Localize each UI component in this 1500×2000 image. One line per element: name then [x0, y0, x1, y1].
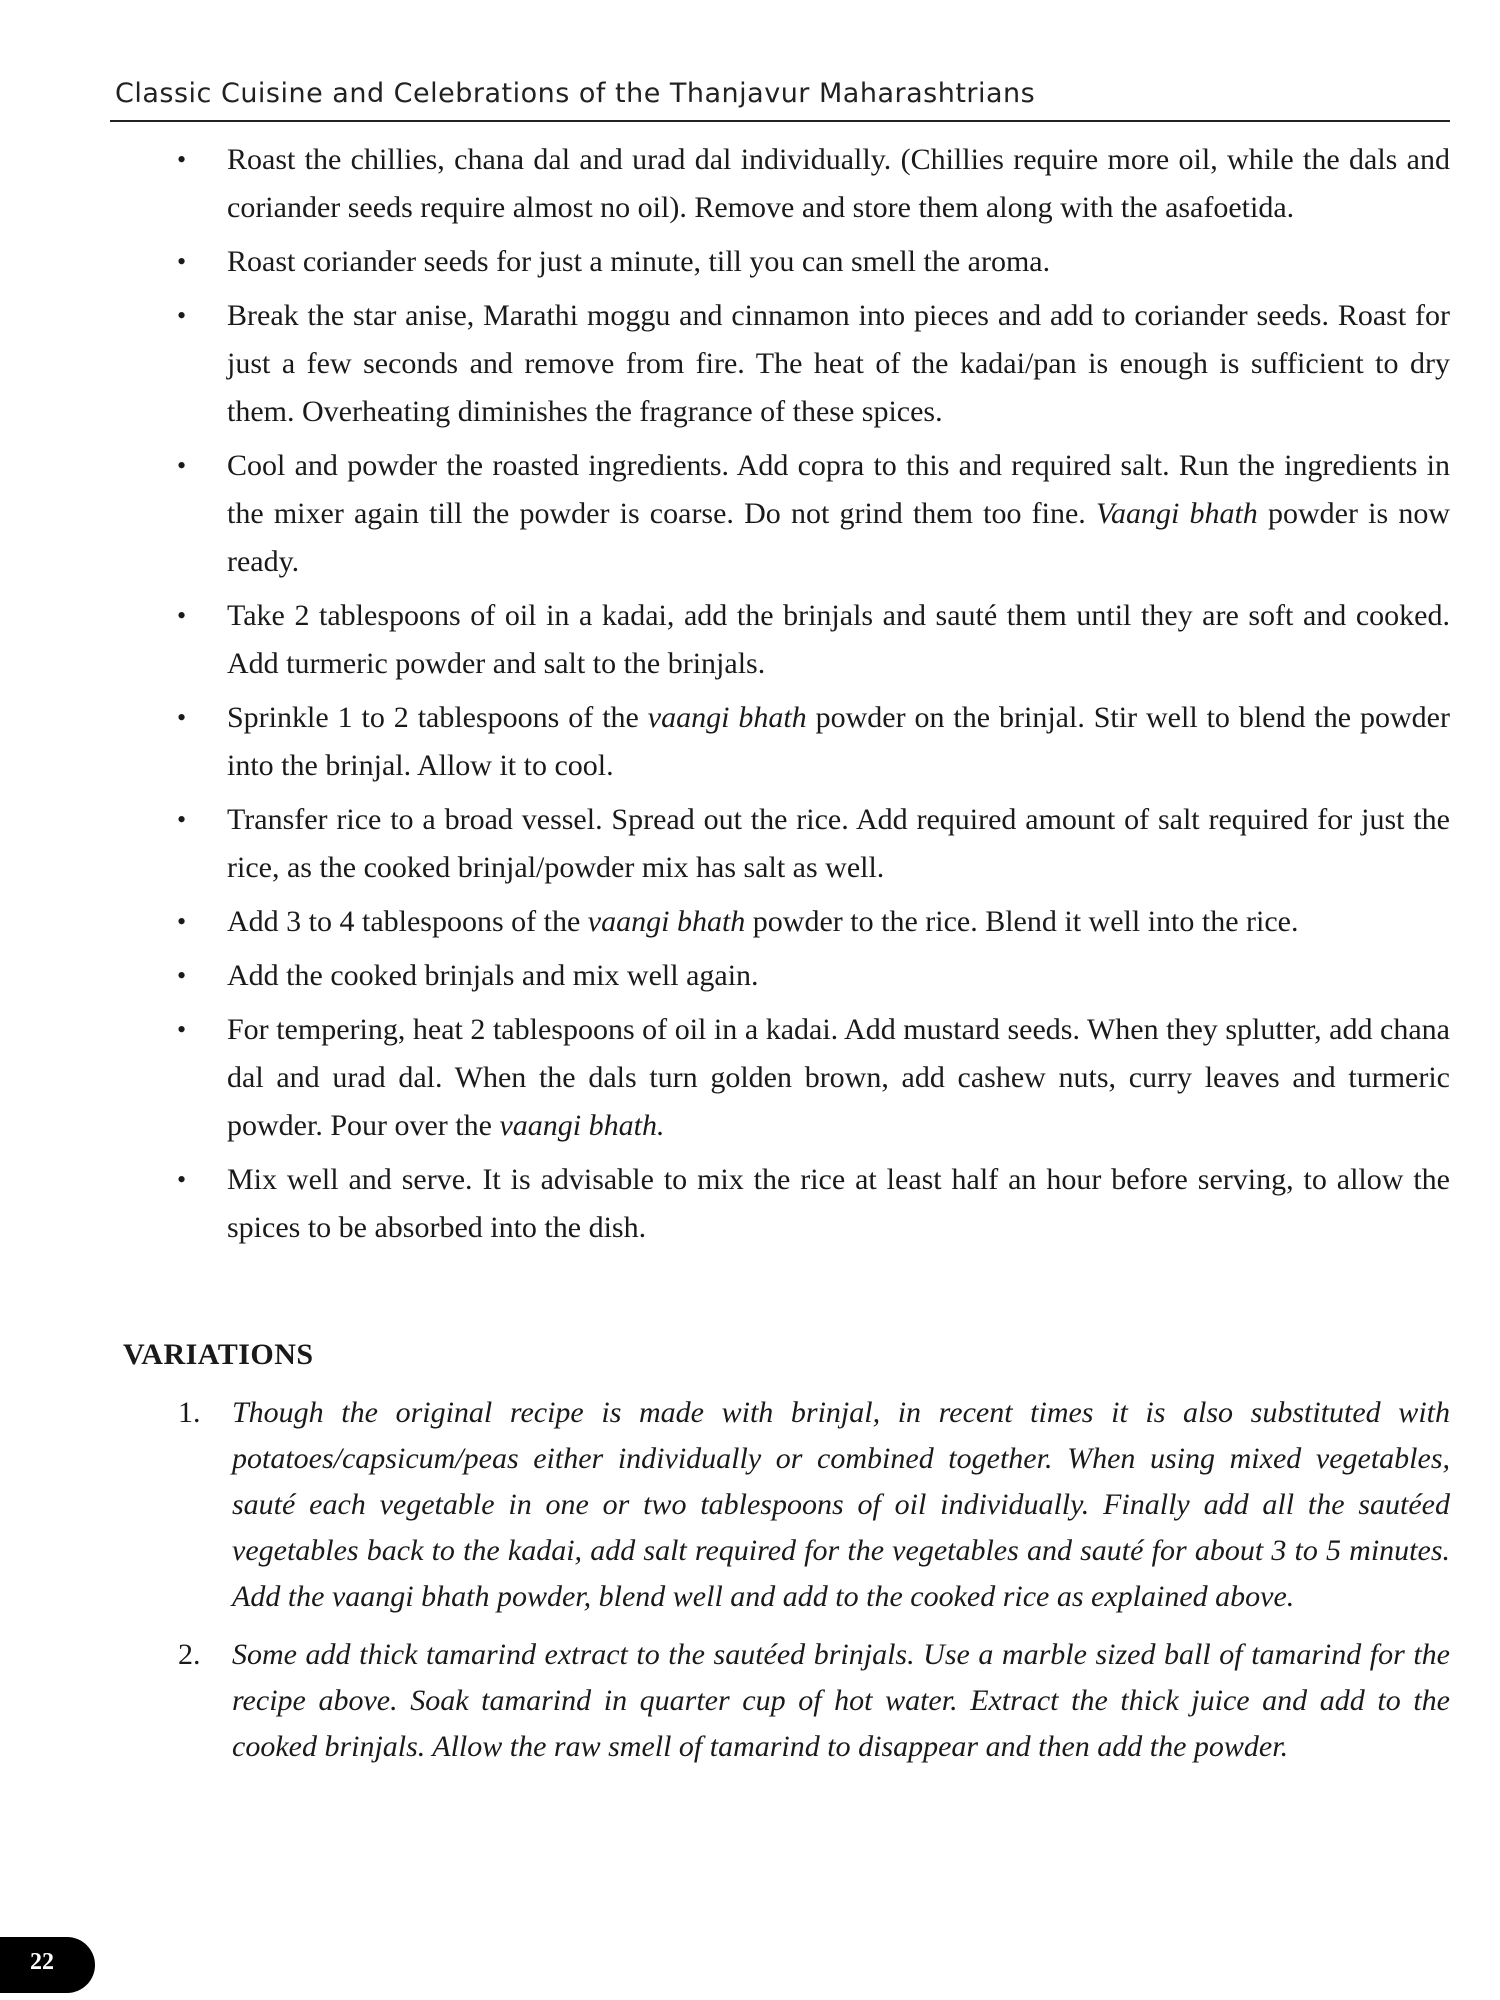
header-rule: [110, 120, 1450, 122]
running-header-title: Classic Cuisine and Celebrations of the Thanjavur Maharashtrians: [115, 78, 1036, 109]
variation-item: [175, 1390, 1450, 1620]
variation-item: [175, 1632, 1450, 1770]
step-text: powder on the brinjal. Stir well to blend the powder into the brinjal. Allow it to cool.: [227, 701, 1450, 782]
variation-number: 1.: [178, 1396, 201, 1429]
step-text: Cool and powder the roasted ingredients. Add copra to this and required salt. Run the ingredients in the mixer again till the powder is coarse. Do not grind them too fine.: [227, 449, 1450, 530]
step-text: Add 3 to 4 tablespoons of the: [227, 905, 588, 938]
method-step: [175, 1156, 1450, 1252]
method-step: [175, 952, 1450, 1000]
variations-heading: VARIATIONS: [123, 1338, 314, 1371]
step-text: Transfer rice to a broad vessel. Spread out the rice. Add required amount of salt required for just the rice, as the cooked brinjal/powder mix has salt as well.: [227, 803, 1450, 884]
bullet-icon: •: [177, 145, 187, 174]
step-text: Add the cooked brinjals and mix well again.: [227, 959, 759, 992]
step-text: Roast coriander seeds for just a minute, till you can smell the aroma.: [227, 245, 1051, 278]
bullet-icon: •: [177, 301, 187, 330]
step-text: For tempering, heat 2 tablespoons of oil in a kadai. Add mustard seeds. When they splutter, add chana dal and urad dal. When the dals turn golden brown, add cashew nuts, curry leaves and turmeric powder. Pour over the: [227, 1013, 1450, 1142]
bullet-icon: •: [177, 1015, 187, 1044]
dish-name-emphasis: vaangi bhath.: [499, 1109, 665, 1142]
bullet-icon: •: [177, 805, 187, 834]
method-step: [175, 1006, 1450, 1150]
variation-text: Some add thick tamarind extract to the sautéed brinjals. Use a marble sized ball of tamarind for the recipe above. Soak tamarind in quarter cup of hot water. Extract the thick juice and add to the cooked brinjals. Allow the raw smell of tamarind to disappear and then add the powder.: [232, 1638, 1450, 1763]
step-text: powder is now ready.: [227, 497, 1450, 578]
bullet-icon: •: [177, 703, 187, 732]
method-step: [175, 796, 1450, 892]
step-text: Mix well and serve. It is advisable to mix the rice at least half an hour before serving, to allow the spices to be absorbed into the dish.: [227, 1163, 1450, 1244]
method-step: [175, 592, 1450, 688]
step-text: Take 2 tablespoons of oil in a kadai, add the brinjals and sauté them until they are soft and cooked. Add turmeric powder and salt to the brinjals.: [227, 599, 1450, 680]
dish-name-emphasis: vaangi bhath: [647, 701, 807, 734]
dish-name-emphasis: vaangi bhath: [587, 905, 746, 938]
bullet-icon: •: [177, 451, 187, 480]
step-text: Roast the chillies, chana dal and urad dal individually. (Chillies require more oil, while the dals and coriander seeds require almost no oil). Remove and store them along with the asafoetida.: [227, 143, 1450, 224]
variation-text: Though the original recipe is made with brinjal, in recent times it is also substituted with potatoes/capsicum/peas either individually or combined together. When using mixed vegetables, sauté each vegetable in one or two tablespoons of oil individually. Finally add all the sautéed vegetables back to the kadai, add salt required for the vegetables and sauté for about 3 to 5 minutes. Add the vaangi bhath powder, blend well and add to the cooked rice as explained above.: [232, 1396, 1450, 1613]
method-step: [175, 292, 1450, 436]
bullet-icon: •: [177, 907, 187, 936]
method-steps-list: [175, 136, 1450, 1258]
bullet-icon: •: [177, 601, 187, 630]
step-text: Sprinkle 1 to 2 tablespoons of the: [227, 701, 648, 734]
method-step: [175, 238, 1450, 286]
variation-number: 2.: [178, 1638, 201, 1671]
dish-name-emphasis: Vaangi bhath: [1095, 497, 1258, 530]
method-step: [175, 898, 1450, 946]
step-text: powder to the rice. Blend it well into the rice.: [745, 905, 1299, 938]
page-number: 22: [30, 1949, 54, 1975]
method-step: [175, 136, 1450, 232]
bullet-icon: •: [177, 961, 187, 990]
bullet-icon: •: [177, 1165, 187, 1194]
method-step: [175, 442, 1450, 586]
method-step: [175, 694, 1450, 790]
bullet-icon: •: [177, 247, 187, 276]
variations-list: [175, 1390, 1450, 1782]
step-text: Break the star anise, Marathi moggu and cinnamon into pieces and add to coriander seeds. Roast for just a few seconds and remove from fire. The heat of the kadai/pan is enough is sufficient to dry them. Overheating diminishes the fragrance of these spices.: [227, 299, 1450, 428]
